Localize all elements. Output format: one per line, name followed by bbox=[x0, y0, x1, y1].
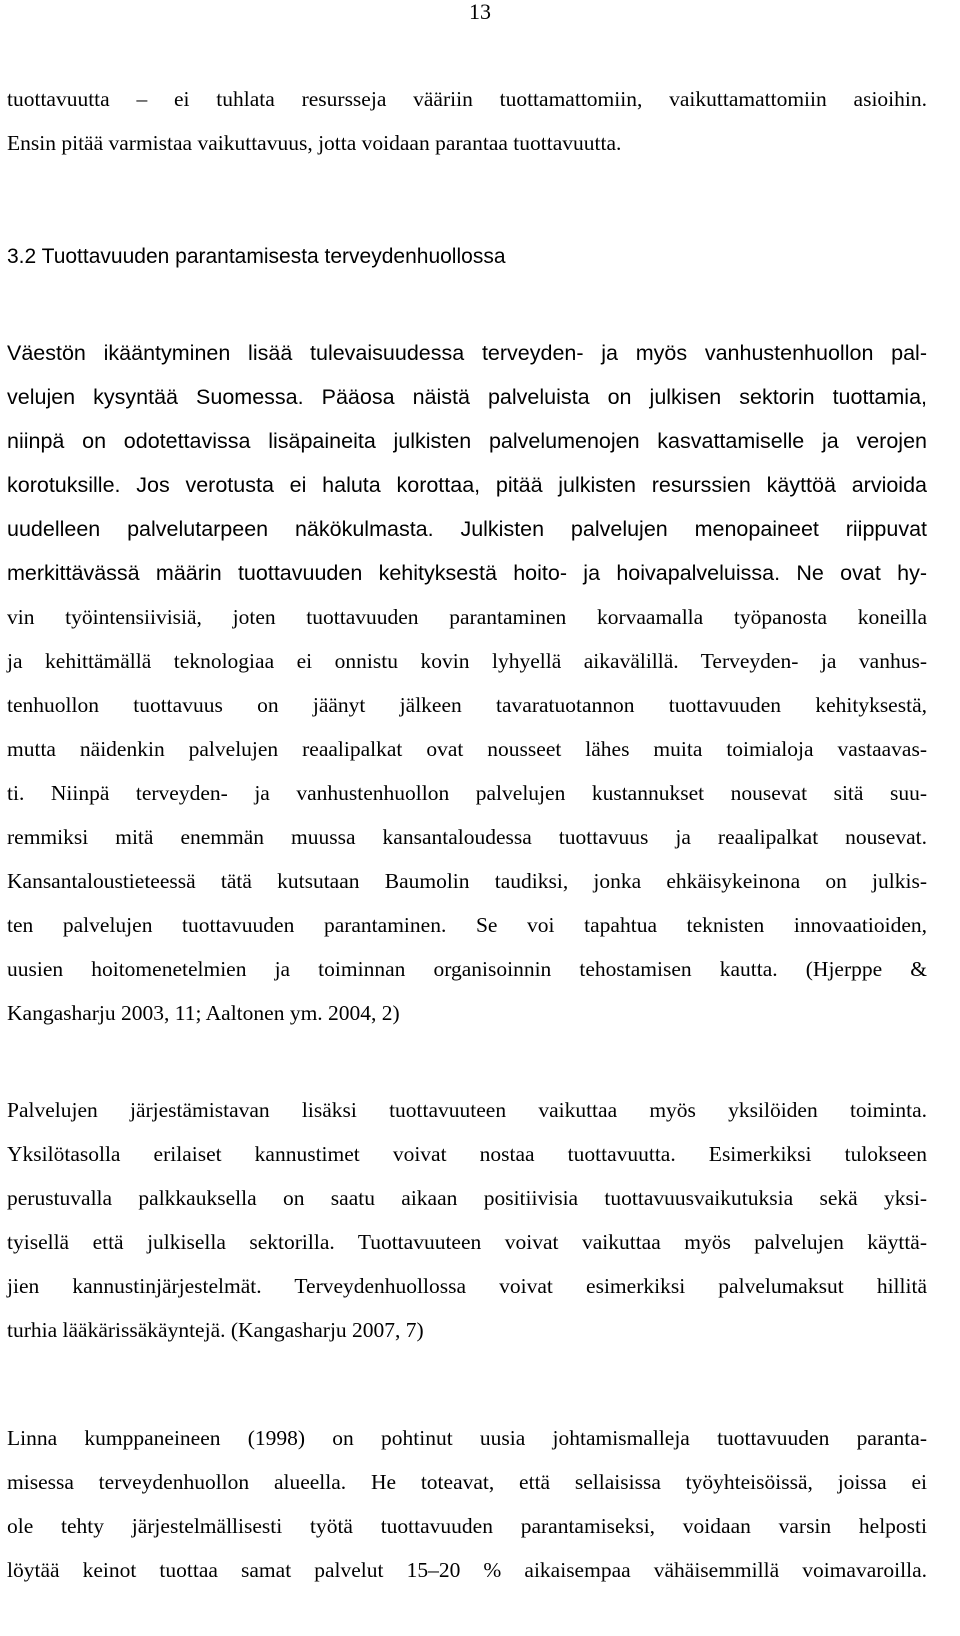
text-line: mutta näidenkin palvelujen reaalipalkat ovat nousseet lähes muita toimialoja vastaavas- bbox=[7, 737, 927, 761]
text-line: korotuksille. Jos verotusta ei haluta korottaa, pitää julkisten resurssien käyttöä arvioida bbox=[7, 473, 927, 497]
paragraph-2 bbox=[7, 1088, 927, 1352]
text-line: Ensin pitää varmistaa vaikuttavuus, jotta voidaan parantaa tuottavuutta. bbox=[7, 131, 622, 155]
intro-paragraph bbox=[7, 77, 927, 165]
text-line: Väestön ikääntyminen lisää tulevaisuudessa terveyden- ja myös vanhustenhuollon pal- bbox=[7, 341, 927, 365]
text-line: remmiksi mitä enemmän muussa kansantaloudessa tuottavuus ja reaalipalkat nousevat. bbox=[7, 825, 927, 849]
paragraph-1 bbox=[7, 331, 927, 1035]
text-line: ole tehty järjestelmällisesti työtä tuottavuuden parantamiseksi, voidaan varsin helposti bbox=[7, 1514, 927, 1538]
text-line: ti. Niinpä terveyden- ja vanhustenhuollon palvelujen kustannukset nousevat sitä suu- bbox=[7, 781, 927, 805]
text-line: jien kannustinjärjestelmät. Terveydenhuollossa voivat esimerkiksi palvelumaksut hillitä bbox=[7, 1274, 927, 1298]
text-line: uudelleen palvelutarpeen näkökulmasta. Julkisten palvelujen menopaineet riippuvat bbox=[7, 517, 927, 541]
text-line: Kansantaloustieteessä tätä kutsutaan Baumolin taudiksi, jonka ehkäisykeinona on julkis- bbox=[7, 869, 927, 893]
text-line: merkittävässä määrin tuottavuuden kehityksestä hoito- ja hoivapalveluissa. Ne ovat hy- bbox=[7, 561, 927, 585]
text-line: Kangasharju 2003, 11; Aaltonen ym. 2004, 2) bbox=[7, 1001, 400, 1025]
text-line: uusien hoitomenetelmien ja toiminnan organisoinnin tehostamisen kautta. (Hjerppe & bbox=[7, 957, 927, 981]
section-heading: 3.2 Tuottavuuden parantamisesta terveydenhuollossa bbox=[7, 245, 506, 268]
text-line: misessa terveydenhuollon alueella. He toteavat, että sellaisissa työyhteisöissä, joissa ei bbox=[7, 1470, 927, 1494]
text-line: Linna kumppaneineen (1998) on pohtinut uusia johtamismalleja tuottavuuden paranta- bbox=[7, 1426, 927, 1450]
text-line: vin työintensiivisiä, joten tuottavuuden parantaminen korvaamalla työpanosta koneilla bbox=[7, 605, 927, 629]
text-line: tenhuollon tuottavuus on jäänyt jälkeen tavaratuotannon tuottavuuden kehityksestä, bbox=[7, 693, 927, 717]
text-line: turhia lääkärissäkäyntejä. (Kangasharju 2007, 7) bbox=[7, 1318, 424, 1342]
text-line: ten palvelujen tuottavuuden parantaminen. Se voi tapahtua teknisten innovaatioiden, bbox=[7, 913, 927, 937]
paragraph-3 bbox=[7, 1416, 927, 1592]
text-line: ja kehittämällä teknologiaa ei onnistu kovin lyhyellä aikavälillä. Terveyden- ja vanhus- bbox=[7, 649, 927, 673]
page-number: 13 bbox=[469, 0, 491, 24]
text-line: niinpä on odotettavissa lisäpaineita julkisten palvelumenojen kasvattamiselle ja verojen bbox=[7, 429, 927, 453]
text-line: tyisellä että julkisella sektorilla. Tuottavuuteen voivat vaikuttaa myös palvelujen käyttä- bbox=[7, 1230, 927, 1254]
text-line: perustuvalla palkkauksella on saatu aikaan positiivisia tuottavuusvaikutuksia sekä yksi- bbox=[7, 1186, 927, 1210]
text-line: tuottavuutta – ei tuhlata resursseja vääriin tuottamattomiin, vaikuttamattomiin asioihin. bbox=[7, 87, 927, 111]
text-line: Palvelujen järjestämistavan lisäksi tuottavuuteen vaikuttaa myös yksilöiden toiminta. bbox=[7, 1098, 927, 1122]
text-line: löytää keinot tuottaa samat palvelut 15–20 % aikaisempaa vähäisemmillä voimavaroilla. bbox=[7, 1558, 927, 1582]
text-line: Yksilötasolla erilaiset kannustimet voivat nostaa tuottavuutta. Esimerkiksi tulokseen bbox=[7, 1142, 927, 1166]
text-line: velujen kysyntää Suomessa. Pääosa näistä palveluista on julkisen sektorin tuottamia, bbox=[7, 385, 927, 409]
